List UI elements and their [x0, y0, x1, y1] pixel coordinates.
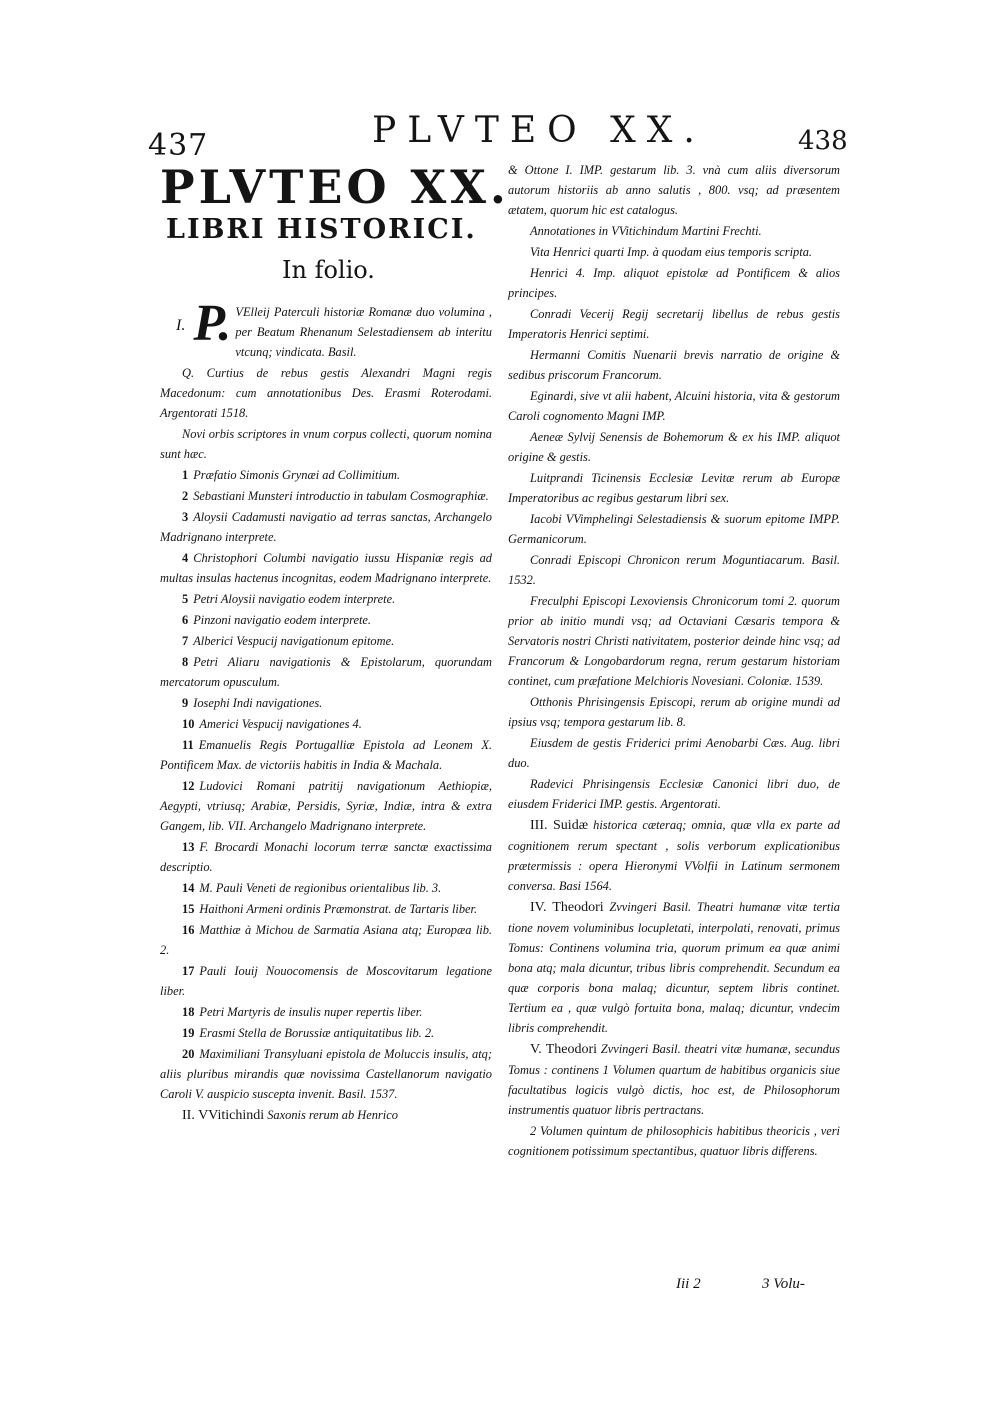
catalog-entry: [508, 468, 840, 508]
catalog-entry: [508, 1039, 840, 1120]
entry-text: historica cæteraq; omnia, quæ vlla ex parte ad cognitionem rerum spectant , solis verborum explicationibus prætermissis : opera Hieronymi VVolfii in Latinum sermonem conversa. Basi 1564.: [508, 818, 841, 893]
catalog-entry: [160, 589, 492, 609]
catalog-entry: [508, 550, 840, 590]
entry-text: Conradi Vecerij Regij secretarij libellus de rebus gestis Imperatoris Henrici septimi.: [508, 307, 840, 341]
catalog-entry: [160, 548, 492, 588]
catalog-entry: [160, 961, 492, 1001]
entry-number: 3: [182, 510, 189, 524]
entry-text: Conradi Episcopi Chronicon rerum Moguntiacarum. Basil. 1532.: [508, 553, 840, 587]
left-column: [160, 295, 492, 1127]
entry-text: Matthiæ à Michou de Sarmatia Asiana atq; Europæa lib. 2.: [160, 923, 492, 957]
catalog-entry: [508, 509, 840, 549]
entry-text: Freculphi Episcopi Lexoviensis Chronicorum tomi 2. quorum prior ab initio mundi vsq; ad Octaviani Cæsaris tempora & Servatoris nostri Christi nativitatem, posterior deinde hinc vsq; ad Francorum & Longobardorum regna, rerum gestarum historiam continet, cum præfatione Melchioris Novesiani. Coloniæ. 1539.: [508, 594, 840, 688]
signature-mark: Iii 2: [676, 1276, 701, 1292]
right-column: [508, 160, 840, 1162]
entry-text: Christophori Columbi navigatio iussu Hispaniæ regis ad multas insulas hactenus incognitas, eodem Madrignano interprete.: [160, 551, 492, 585]
entry-lead: IV. Theodori: [530, 900, 604, 915]
entry-text: 2 Volumen quintum de philosophicis habitibus theoricis , veri cognitionem potissimum spectantibus, quatuor libris differens.: [508, 1124, 840, 1158]
entry-number: 1: [182, 468, 189, 482]
page-number-right: 438: [798, 126, 848, 156]
catalog-entry: [160, 465, 492, 485]
catalog-entry: [160, 652, 492, 692]
catalog-entry: [160, 424, 492, 464]
entry-text: Hermanni Comitis Nuenarii brevis narratio de origine & sedibus priscorum Francorum.: [508, 348, 840, 382]
catalog-entry: [160, 837, 492, 877]
entry-number: 16: [182, 923, 195, 937]
entry-text: Henrici 4. Imp. aliquot epistolæ ad Pontificem & alios principes.: [508, 266, 840, 300]
entry-text: Zvvingeri Basil. theatri vitæ humanæ, secundus Tomus : continens 1 Volumen quartum de habitibus organicis siue facultatibus logicis vulgò dictis, hoc est, de Philosophorum instrumentis quatuor libris pertractans.: [508, 1042, 840, 1117]
entry-text: Americi Vespucij navigationes 4.: [199, 717, 362, 731]
catalog-entry: [508, 221, 840, 241]
entry-text: Petri Aliaru navigationis & Epistolarum, quorundam mercatorum opusculum.: [160, 655, 492, 689]
catalog-entry-first: [160, 295, 492, 362]
catalog-entry: [160, 714, 492, 734]
catalog-entry: [508, 304, 840, 344]
page-number-left: 437: [148, 128, 209, 163]
entry-lead: III. Suidæ: [530, 818, 589, 833]
entry-text: Luitprandi Ticinensis Ecclesiæ Levitæ rerum ab Europæ Imperatoribus ac regibus gestarum libri sex.: [508, 471, 840, 505]
entry-text: Radevici Phrisingensis Ecclesiæ Canonici libri duo, de eiusdem Friderici IMP. gestis. Argentorati.: [508, 777, 840, 811]
section-title: PLVTEO XX.: [160, 160, 510, 214]
entry-text: Vita Henrici quarti Imp. à quodam eius temporis scripta.: [530, 245, 812, 259]
entry-text: Eiusdem de gestis Friderici primi Aenobarbi Cæs. Aug. libri duo.: [508, 736, 840, 770]
entry-text: Pauli Iouij Nouocomensis de Moscovitarum legatione liber.: [160, 964, 492, 998]
entry-text: Emanuelis Regis Portugalliæ Epistola ad Leonem X. Pontificem Max. de victoriis habitis in India & Machala.: [160, 738, 492, 772]
entry-text: Erasmi Stella de Borussiæ antiquitatibus lib. 2.: [199, 1026, 435, 1040]
entry-text: VElleij Paterculi historiæ Romanæ duo volumina , per Beatum Rhenanum Selestadiensem ab interitu vtcunq; vindicata. Basil.: [235, 305, 492, 359]
entry-number: 17: [182, 964, 195, 978]
catalog-entry: [508, 692, 840, 732]
catalog-entry: [160, 920, 492, 960]
catalog-entry: [508, 591, 840, 691]
catalog-entry: [160, 878, 492, 898]
entry-text: & Ottone I. IMP. gestarum lib. 3. vnà cum aliis diversorum autorum historiis ab anno salutis , 800. vsq; ad præsentem ætatem, quorum hic est catalogus.: [508, 163, 840, 217]
entry-number: 6: [182, 613, 189, 627]
entry-number: 19: [182, 1026, 195, 1040]
format-heading: In folio.: [282, 256, 375, 284]
entry-text: Aeneæ Sylvij Senensis de Bohemorum & ex his IMP. aliquot origine & gestis.: [508, 430, 840, 464]
entry-number: 9: [182, 696, 189, 710]
entry-number: 5: [182, 592, 189, 606]
catalog-entry: [160, 1044, 492, 1104]
entry-text: Saxonis rerum ab Henrico: [267, 1108, 398, 1122]
entry-text: Otthonis Phrisingensis Episcopi, rerum ab origine mundi ad ipsius vsq; tempora gestarum lib. 8.: [508, 695, 840, 729]
entry-text: Ludovici Romani patritij navigationum Aethiopiæ, Aegypti, vtriusq; Arabiæ, Persidis, Syriæ, Indiæ, intra & extra Gangem, lib. VII. Archangelo Madrignano interprete.: [160, 779, 492, 833]
entry-number: 12: [182, 779, 195, 793]
catalog-entry: [508, 1121, 840, 1161]
entry-text: Alberici Vespucij navigationum epitome.: [193, 634, 395, 648]
running-title: PLVTEO XX.: [372, 110, 706, 151]
catchword: 3 Volu-: [762, 1276, 805, 1292]
entry-text: Pinzoni navigatio eodem interprete.: [193, 613, 371, 627]
entry-number: 10: [182, 717, 195, 731]
catalog-entry: [160, 631, 492, 651]
catalog-entry-last: [160, 1105, 492, 1126]
catalog-entry: [508, 160, 840, 220]
catalog-entry: [508, 263, 840, 303]
entry-text: Præfatio Simonis Grynæi ad Collimitium.: [193, 468, 401, 482]
catalog-entry: [160, 693, 492, 713]
catalog-entry: [160, 486, 492, 506]
catalog-entry: [160, 1002, 492, 1022]
entry-number: 7: [182, 634, 189, 648]
entry-number: 8: [182, 655, 189, 669]
entry-number: 18: [182, 1005, 195, 1019]
catalog-entry: [508, 774, 840, 814]
entry-number: 15: [182, 902, 195, 916]
section-subtitle: LIBRI HISTORICI.: [166, 214, 477, 245]
entry-text: Eginardi, sive vt alii habent, Alcuini historia, vita & gestorum Caroli cognomento Magni IMP.: [508, 389, 840, 423]
entry-text: Haithoni Armeni ordinis Præmonstrat. de Tartaris liber.: [199, 902, 478, 916]
catalog-entry: [508, 733, 840, 773]
catalog-entry: [508, 897, 840, 1038]
entry-number: I.: [176, 317, 186, 334]
catalog-entry: [508, 427, 840, 467]
entry-text: Iacobi VVimphelingi Selestadiensis & suorum epitome IMPP. Germanicorum.: [508, 512, 840, 546]
entry-text: M. Pauli Veneti de regionibus orientalibus lib. 3.: [199, 881, 442, 895]
entry-lead: V. Theodori: [530, 1042, 598, 1057]
entry-number: 14: [182, 881, 195, 895]
entry-text: Petri Martyris de insulis nuper repertis liber.: [199, 1005, 423, 1019]
catalog-entry: [160, 735, 492, 775]
entry-text: Annotationes in VVitichindum Martini Frechti.: [530, 224, 762, 238]
entry-text: Petri Aloysii navigatio eodem interprete.: [193, 592, 396, 606]
catalog-entry: [508, 815, 840, 896]
entry-text: Sebastiani Munsteri introductio in tabulam Cosmographiæ.: [193, 489, 489, 503]
entry-number: 2: [182, 489, 189, 503]
catalog-entry: [160, 899, 492, 919]
catalog-entry: [160, 507, 492, 547]
catalog-entry: [160, 1023, 492, 1043]
catalog-entry: [508, 242, 840, 262]
catalog-entry: [160, 363, 492, 423]
catalog-entry: [508, 386, 840, 426]
entry-text: Q. Curtius de rebus gestis Alexandri Magni regis Macedonum: cum annotationibus Des. Erasmi Roterodami. Argentorati 1518.: [160, 366, 492, 420]
entry-text: Novi orbis scriptores in vnum corpus collecti, quorum nomina sunt hæc.: [160, 427, 492, 461]
catalog-entry: [508, 345, 840, 385]
catalog-entry: [160, 610, 492, 630]
entry-number: 13: [182, 840, 195, 854]
entry-number: 11: [182, 738, 194, 752]
entry-text: Maximiliani Transyluani epistola de Moluccis insulis, atq; aliis pluribus mirandis quæ novissima Castellanorum navigatio Caroli V. auspicio suscepta invenit. Basil. 1537.: [160, 1047, 492, 1101]
entry-number: 4: [182, 551, 189, 565]
entry-text: Zvvingeri Basil. Theatri humanæ vitæ tertia tione novem voluminibus locupletati, interpolati, renovati, primus Tomus: Continens volumina tria, quorum primum ea quæ animi bona atq; mala dicuntur, tribus libris comprehendit. Secundum ea quæ corporis bona malaq; dicuntur, septem libris continet. Tertium ea , quæ vulgò fortuita bona, malaq; dicuntur, vndecim libris comprehendit.: [508, 900, 840, 1035]
entry-text: Iosephi Indi navigationes.: [193, 696, 323, 710]
entry-text: Aloysii Cadamusti navigatio ad terras sanctas, Archangelo Madrignano interprete.: [160, 510, 492, 544]
entry-number: 20: [182, 1047, 195, 1061]
entry-lead: II. VVitichindi: [182, 1108, 265, 1123]
entry-text: F. Brocardi Monachi locorum terræ sanctæ exactissima descriptio.: [160, 840, 492, 874]
catalog-entry: [160, 776, 492, 836]
drop-capital: P.: [193, 295, 232, 352]
